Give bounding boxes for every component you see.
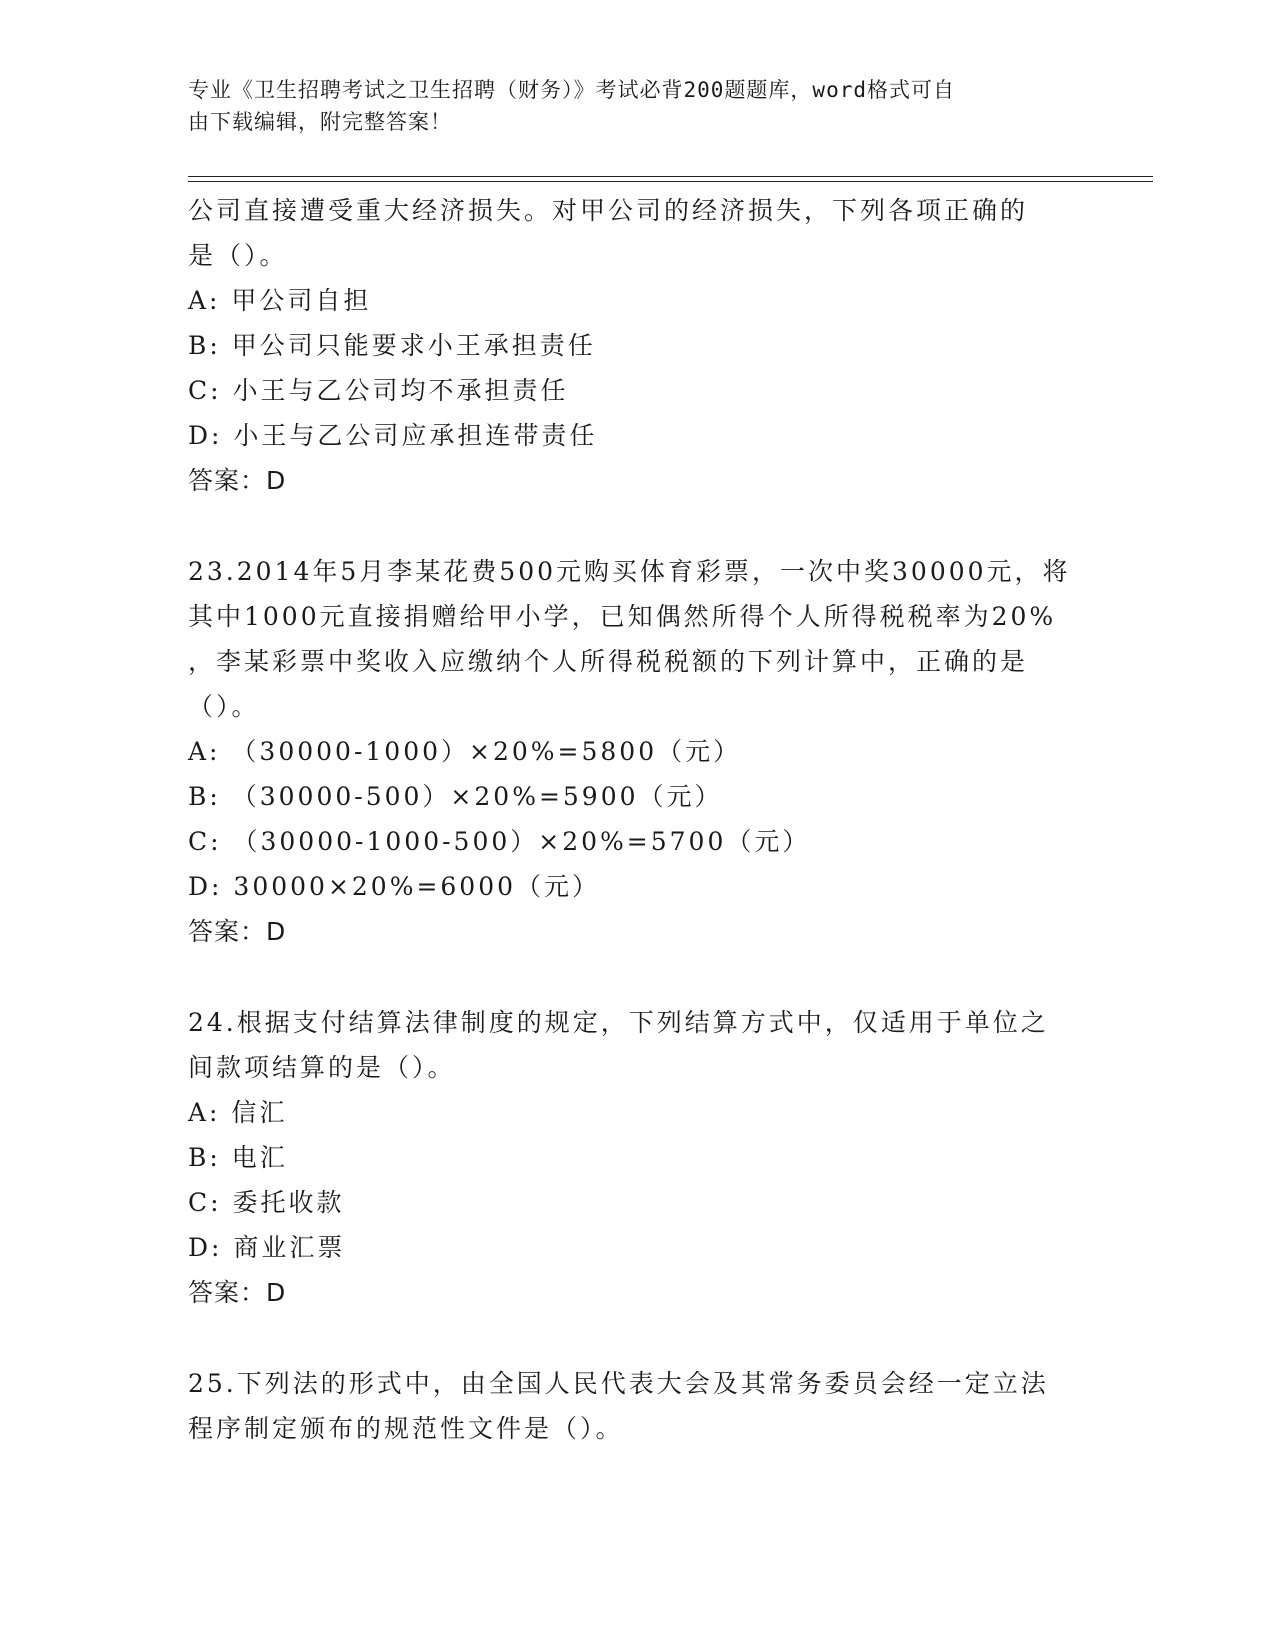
question-text: 公司直接遭受重大经济损失。对甲公司的经济损失，下列各项正确的 (188, 196, 1029, 225)
question-25 (188, 1361, 1088, 1451)
option-b: B: 甲公司只能要求小王承担责任 (188, 331, 596, 360)
header-line-2: 由下载编辑，附完整答案！ (188, 110, 452, 134)
question-text: 24.根据支付结算法律制度的规定，下列结算方式中，仅适用于单位之 (188, 1008, 1049, 1037)
header-divider-top (188, 176, 1153, 177)
option-c: C: （30000-1000-500）×20%=5700（元） (188, 827, 811, 856)
option-b: B: （30000-500）×20%=5900（元） (188, 782, 723, 811)
answer-line: 答案：D (188, 466, 287, 495)
option-a: A: （30000-1000）×20%=5800（元） (188, 737, 742, 766)
spacer (188, 1315, 1088, 1361)
question-text: 间款项结算的是（）。 (188, 1053, 456, 1082)
question-text: 25.下列法的形式中，由全国人民代表大会及其常务委员会经一定立法 (188, 1369, 1049, 1398)
question-text: 23.2014年5月李某花费500元购买体育彩票，一次中奖30000元，将 (188, 557, 1071, 586)
question-24 (188, 1000, 1088, 1315)
question-text: ，李某彩票中奖收入应缴纳个人所得税税额的下列计算中，正确的是 (188, 647, 1029, 676)
spacer (188, 954, 1088, 1000)
option-d: D: 商业汇票 (188, 1233, 346, 1262)
question-23 (188, 549, 1088, 954)
question-text: 其中1000元直接捐赠给甲小学，已知偶然所得个人所得税税率为20% (188, 602, 1057, 631)
option-d: D: 30000×20%=6000（元） (188, 872, 601, 901)
option-a: A: 信汇 (188, 1098, 288, 1127)
question-text: （）。 (188, 692, 260, 721)
document-header (188, 74, 1068, 138)
question-text: 程序制定颁布的规范性文件是（）。 (188, 1414, 624, 1443)
spacer (188, 503, 1088, 549)
question-22 (188, 188, 1088, 503)
header-divider-bottom (188, 181, 1153, 182)
question-text: 是（）。 (188, 241, 288, 270)
question-list (188, 188, 1088, 1451)
header-line-1: 专业《卫生招聘考试之卫生招聘（财务）》考试必背200题题库，word格式可自 (188, 78, 955, 102)
option-d: D: 小王与乙公司应承担连带责任 (188, 421, 598, 450)
option-b: B: 电汇 (188, 1143, 288, 1172)
answer-line: 答案：D (188, 917, 287, 946)
option-a: A: 甲公司自担 (188, 286, 372, 315)
option-c: C: 委托收款 (188, 1188, 345, 1217)
option-c: C: 小王与乙公司均不承担责任 (188, 376, 569, 405)
answer-line: 答案：D (188, 1278, 287, 1307)
